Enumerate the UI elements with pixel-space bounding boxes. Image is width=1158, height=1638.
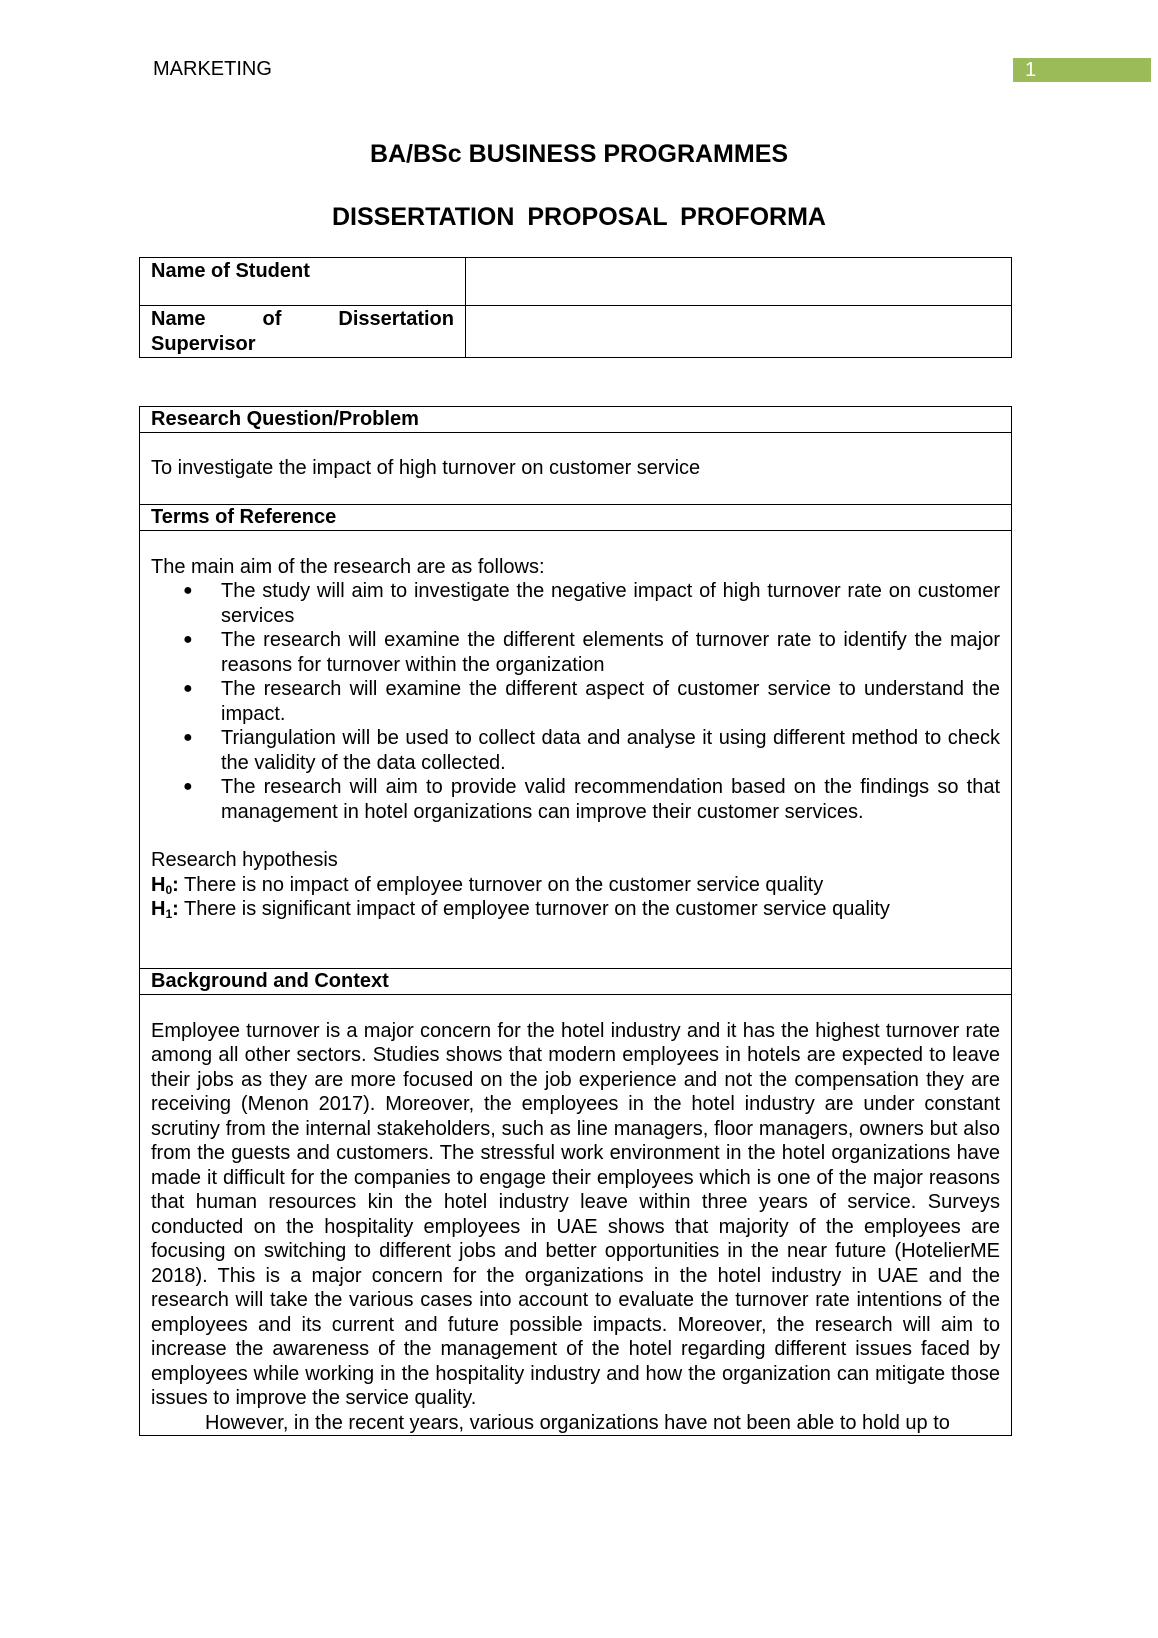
alternative-hypothesis: $H_1$: There is significant impact of employee turnover on the customer service quality xyxy=(151,898,890,921)
null-hypothesis: $H_0$: There is no impact of employee turnover on the customer service quality xyxy=(151,873,824,897)
document-title: BA/BSc BUSINESS PROGRAMMES xyxy=(369,140,789,168)
background-paragraph: Employee turnover is a major concern for the hotel industry and it has the highest turnover rate among all other sectors. Studies shows that modern employees in hotels are expected to leave their jobs as they are more focused on the job experience and not the compensation they are receiving (Menon 2017). Moreover, the employees in the hotel industry are under constant scrutiny from the internal stakeholders, such as line managers, floor managers, owners but also from the guests and customers. The stressful work environment in the hotel organizations have made it difficult for the companies to engage their employees which is one of the major reasons that human resources kin the hotel industry leave within three years of service. Surveys conducted on the hospitality employees in UAE shows that majority of the employees are focusing on switching to different jobs and better opportunities in the near future (HotelierME 2018). This is a major concern for the organizations in the hotel industry in UAE and the research will take the various cases into account to evaluate the turnover rate intentions of the employees and its current and future possible impacts. Moreover, the research will aim to increase the awareness of the management of the hotel regarding different issues faced by employees while working in the hospitality industry and how the organization can mitigate those issues to improve the service quality. xyxy=(151,1019,1000,1409)
list-item: ● The research will examine the different aspect of customer service to understand the impact. xyxy=(183,678,1000,725)
bullet-icon: ● xyxy=(183,778,193,795)
bullet-icon: ● xyxy=(183,582,193,599)
supervisor-row xyxy=(140,306,1012,358)
student-info-table xyxy=(139,257,1012,358)
background-heading: Background and Context xyxy=(140,968,1012,994)
supervisor-name-value[interactable] xyxy=(466,306,1012,358)
terms-of-reference-heading: Terms of Reference xyxy=(140,504,1012,530)
page-number: 1 xyxy=(1013,58,1151,82)
aims-list xyxy=(151,579,1000,824)
list-item: ● Triangulation will be used to collect data and analyse it using different method to check the validity of the data collected. xyxy=(183,727,1000,774)
proposal-table xyxy=(139,406,1012,1436)
document-subtitle: DISSERTATION PROPOSAL PROFORMA xyxy=(332,203,826,231)
aims-intro: The main aim of the research are as follows: xyxy=(151,555,545,578)
background-paragraph-continued: However, in the recent years, various organizations have not been able to hold up to xyxy=(205,1411,950,1434)
bullet-icon: ● xyxy=(183,729,193,746)
bullet-icon: ● xyxy=(183,680,193,697)
supervisor-name-label: Name of Dissertation Supervisor xyxy=(140,306,466,358)
list-item: ● The research will examine the different elements of turnover rate to identify the major reasons for turnover within the organization xyxy=(183,629,1000,676)
bullet-icon: ● xyxy=(183,631,193,648)
list-item: ● The research will aim to provide valid recommendation based on the findings so that management in hotel organizations can improve their customer services. xyxy=(183,776,1000,823)
student-name-label: Name of Student xyxy=(140,258,466,306)
research-question-text: To investigate the impact of high turnover on customer service xyxy=(140,433,1012,505)
terms-of-reference-section xyxy=(140,530,1012,968)
student-row xyxy=(140,258,1012,306)
background-section xyxy=(140,994,1012,1436)
running-header: MARKETING xyxy=(153,58,272,80)
student-name-value[interactable] xyxy=(466,258,1012,306)
hypothesis-heading: Research hypothesis xyxy=(151,849,338,871)
list-item: ● The study will aim to investigate the negative impact of high turnover rate on customer services xyxy=(183,580,1000,627)
research-question-heading: Research Question/Problem xyxy=(140,407,1012,433)
